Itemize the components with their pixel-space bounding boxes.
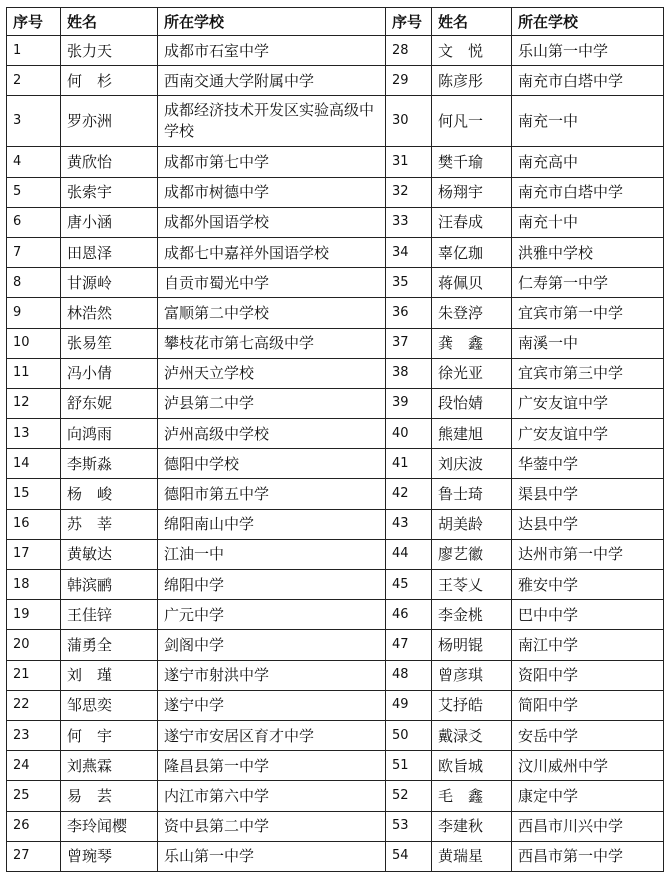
left-num-cell: 1 — [7, 36, 61, 66]
left-school-cell: 内江市第六中学 — [158, 781, 386, 811]
left-name-cell: 曾琬琴 — [61, 841, 158, 871]
left-num-cell: 25 — [7, 781, 61, 811]
right-num-cell: 30 — [386, 96, 432, 147]
right-num-cell: 42 — [386, 479, 432, 509]
table-row — [7, 630, 664, 660]
right-num-cell: 44 — [386, 539, 432, 569]
left-num-cell: 4 — [7, 147, 61, 177]
right-name-cell: 王苓乂 — [432, 570, 512, 600]
student-roster-table — [6, 7, 664, 872]
left-name-cell: 刘燕霖 — [61, 751, 158, 781]
left-num-cell: 5 — [7, 177, 61, 207]
right-num-cell: 45 — [386, 570, 432, 600]
table-row — [7, 449, 664, 479]
left-num-cell: 27 — [7, 841, 61, 871]
right-num-cell: 33 — [386, 207, 432, 237]
right-num-cell: 51 — [386, 751, 432, 781]
right-school-cell: 洪雅中学校 — [512, 237, 664, 267]
table-row — [7, 479, 664, 509]
left-name-cell: 田恩泽 — [61, 237, 158, 267]
right-num-cell: 32 — [386, 177, 432, 207]
table-header — [7, 8, 664, 36]
right-school-cell: 简阳中学 — [512, 690, 664, 720]
header-row — [7, 8, 664, 36]
right-num-cell: 53 — [386, 811, 432, 841]
table-row — [7, 66, 664, 96]
left-num-cell: 15 — [7, 479, 61, 509]
right-name-cell: 杨明锟 — [432, 630, 512, 660]
table-row — [7, 177, 664, 207]
right-num-cell: 52 — [386, 781, 432, 811]
left-name-cell: 李斯淼 — [61, 449, 158, 479]
left-school-cell: 自贡市蜀光中学 — [158, 268, 386, 298]
right-school-cell: 达县中学 — [512, 509, 664, 539]
left-name-cell: 韩滨鹂 — [61, 570, 158, 600]
right-name-cell: 李金桃 — [432, 600, 512, 630]
left-school-cell: 成都七中嘉祥外国语学校 — [158, 237, 386, 267]
left-school-cell: 泸县第二中学 — [158, 388, 386, 418]
table-row — [7, 841, 664, 871]
left-school-cell: 遂宁市安居区育才中学 — [158, 720, 386, 750]
left-num-cell: 11 — [7, 358, 61, 388]
right-num-cell: 49 — [386, 690, 432, 720]
right-num-cell: 43 — [386, 509, 432, 539]
left-name-cell: 蒲勇全 — [61, 630, 158, 660]
header-name-right: 姓名 — [432, 8, 512, 36]
left-school-cell: 德阳中学校 — [158, 449, 386, 479]
left-num-cell: 10 — [7, 328, 61, 358]
left-school-cell: 攀枝花市第七高级中学 — [158, 328, 386, 358]
right-school-cell: 南江中学 — [512, 630, 664, 660]
left-num-cell: 6 — [7, 207, 61, 237]
right-name-cell: 龚 鑫 — [432, 328, 512, 358]
table-row — [7, 358, 664, 388]
right-name-cell: 戴渌爻 — [432, 720, 512, 750]
left-num-cell: 13 — [7, 419, 61, 449]
right-school-cell: 南充十中 — [512, 207, 664, 237]
table-row — [7, 268, 664, 298]
table-row — [7, 147, 664, 177]
table-row — [7, 388, 664, 418]
left-name-cell: 黄敏达 — [61, 539, 158, 569]
left-name-cell: 舒东妮 — [61, 388, 158, 418]
right-num-cell: 37 — [386, 328, 432, 358]
left-school-cell: 资中县第二中学 — [158, 811, 386, 841]
header-num-left: 序号 — [7, 8, 61, 36]
right-school-cell: 西昌市川兴中学 — [512, 811, 664, 841]
table-row — [7, 207, 664, 237]
left-name-cell: 向鸿雨 — [61, 419, 158, 449]
right-name-cell: 毛 鑫 — [432, 781, 512, 811]
right-name-cell: 廖艺徽 — [432, 539, 512, 569]
left-school-cell: 遂宁市射洪中学 — [158, 660, 386, 690]
left-num-cell: 17 — [7, 539, 61, 569]
right-school-cell: 南溪一中 — [512, 328, 664, 358]
right-name-cell: 杨翔宇 — [432, 177, 512, 207]
right-num-cell: 47 — [386, 630, 432, 660]
right-num-cell: 29 — [386, 66, 432, 96]
left-num-cell: 12 — [7, 388, 61, 418]
right-num-cell: 50 — [386, 720, 432, 750]
left-school-cell: 西南交通大学附属中学 — [158, 66, 386, 96]
right-name-cell: 陈彦彤 — [432, 66, 512, 96]
right-school-cell: 华蓥中学 — [512, 449, 664, 479]
left-name-cell: 罗亦洲 — [61, 96, 158, 147]
left-name-cell: 易 芸 — [61, 781, 158, 811]
right-num-cell: 46 — [386, 600, 432, 630]
left-num-cell: 16 — [7, 509, 61, 539]
left-school-cell: 成都市树德中学 — [158, 177, 386, 207]
right-num-cell: 36 — [386, 298, 432, 328]
header-name-left: 姓名 — [61, 8, 158, 36]
right-name-cell: 文 悦 — [432, 36, 512, 66]
right-name-cell: 曾彦琪 — [432, 660, 512, 690]
left-num-cell: 26 — [7, 811, 61, 841]
right-school-cell: 渠县中学 — [512, 479, 664, 509]
table-row — [7, 36, 664, 66]
table-row — [7, 298, 664, 328]
right-school-cell: 广安友谊中学 — [512, 419, 664, 449]
left-name-cell: 黄欣怡 — [61, 147, 158, 177]
table-row — [7, 539, 664, 569]
right-school-cell: 雅安中学 — [512, 570, 664, 600]
right-school-cell: 巴中中学 — [512, 600, 664, 630]
left-num-cell: 23 — [7, 720, 61, 750]
right-name-cell: 李建秋 — [432, 811, 512, 841]
right-school-cell: 宜宾市第三中学 — [512, 358, 664, 388]
right-name-cell: 欧旨城 — [432, 751, 512, 781]
left-num-cell: 19 — [7, 600, 61, 630]
right-name-cell: 何凡一 — [432, 96, 512, 147]
left-num-cell: 3 — [7, 96, 61, 147]
right-name-cell: 熊建旭 — [432, 419, 512, 449]
right-name-cell: 樊千瑜 — [432, 147, 512, 177]
left-school-cell: 隆昌县第一中学 — [158, 751, 386, 781]
left-school-cell: 富顺第二中学校 — [158, 298, 386, 328]
table-body — [7, 36, 664, 872]
right-num-cell: 41 — [386, 449, 432, 479]
right-school-cell: 宜宾市第一中学 — [512, 298, 664, 328]
right-school-cell: 西昌市第一中学 — [512, 841, 664, 871]
left-name-cell: 林浩然 — [61, 298, 158, 328]
right-name-cell: 朱登渟 — [432, 298, 512, 328]
right-num-cell: 35 — [386, 268, 432, 298]
right-name-cell: 胡美龄 — [432, 509, 512, 539]
table-row — [7, 811, 664, 841]
right-school-cell: 资阳中学 — [512, 660, 664, 690]
table-row — [7, 419, 664, 449]
table-row — [7, 720, 664, 750]
right-num-cell: 48 — [386, 660, 432, 690]
left-name-cell: 刘 瑾 — [61, 660, 158, 690]
left-name-cell: 何 宇 — [61, 720, 158, 750]
right-name-cell: 汪春成 — [432, 207, 512, 237]
right-school-cell: 康定中学 — [512, 781, 664, 811]
left-school-cell: 成都市石室中学 — [158, 36, 386, 66]
table-row — [7, 781, 664, 811]
right-school-cell: 南充一中 — [512, 96, 664, 147]
right-num-cell: 31 — [386, 147, 432, 177]
left-name-cell: 甘源岭 — [61, 268, 158, 298]
table-row — [7, 751, 664, 781]
left-school-cell: 剑阁中学 — [158, 630, 386, 660]
right-name-cell: 徐光亚 — [432, 358, 512, 388]
right-name-cell: 刘庆波 — [432, 449, 512, 479]
right-num-cell: 39 — [386, 388, 432, 418]
left-school-cell: 成都外国语学校 — [158, 207, 386, 237]
left-school-cell: 江油一中 — [158, 539, 386, 569]
left-school-cell: 德阳市第五中学 — [158, 479, 386, 509]
left-name-cell: 唐小涵 — [61, 207, 158, 237]
right-name-cell: 蒋佩贝 — [432, 268, 512, 298]
header-num-right: 序号 — [386, 8, 432, 36]
left-name-cell: 张易笙 — [61, 328, 158, 358]
left-school-cell: 成都市第七中学 — [158, 147, 386, 177]
left-num-cell: 18 — [7, 570, 61, 600]
left-name-cell: 冯小倩 — [61, 358, 158, 388]
left-school-cell: 泸州天立学校 — [158, 358, 386, 388]
right-num-cell: 54 — [386, 841, 432, 871]
right-name-cell: 鲁士琦 — [432, 479, 512, 509]
left-school-cell: 乐山第一中学 — [158, 841, 386, 871]
right-school-cell: 达州市第一中学 — [512, 539, 664, 569]
left-name-cell: 苏 莘 — [61, 509, 158, 539]
table-row — [7, 690, 664, 720]
right-num-cell: 38 — [386, 358, 432, 388]
left-num-cell: 9 — [7, 298, 61, 328]
left-num-cell: 7 — [7, 237, 61, 267]
right-name-cell: 辜亿珈 — [432, 237, 512, 267]
table-row — [7, 237, 664, 267]
right-name-cell: 段怡婧 — [432, 388, 512, 418]
left-school-cell: 遂宁中学 — [158, 690, 386, 720]
right-school-cell: 南充市白塔中学 — [512, 66, 664, 96]
left-school-cell: 绵阳中学 — [158, 570, 386, 600]
left-school-cell: 广元中学 — [158, 600, 386, 630]
right-num-cell: 34 — [386, 237, 432, 267]
left-name-cell: 张索宇 — [61, 177, 158, 207]
left-num-cell: 22 — [7, 690, 61, 720]
left-school-cell: 绵阳南山中学 — [158, 509, 386, 539]
left-num-cell: 21 — [7, 660, 61, 690]
left-name-cell: 邹思奕 — [61, 690, 158, 720]
right-num-cell: 40 — [386, 419, 432, 449]
table-row — [7, 570, 664, 600]
table-row — [7, 600, 664, 630]
right-school-cell: 乐山第一中学 — [512, 36, 664, 66]
left-name-cell: 张力天 — [61, 36, 158, 66]
table-row — [7, 509, 664, 539]
right-name-cell: 艾抒皓 — [432, 690, 512, 720]
table-row — [7, 328, 664, 358]
right-name-cell: 黄瑞星 — [432, 841, 512, 871]
left-school-cell: 泸州高级中学校 — [158, 419, 386, 449]
right-school-cell: 仁寿第一中学 — [512, 268, 664, 298]
left-num-cell: 24 — [7, 751, 61, 781]
table-row — [7, 96, 664, 147]
right-school-cell: 广安友谊中学 — [512, 388, 664, 418]
header-school-right: 所在学校 — [512, 8, 664, 36]
right-num-cell: 28 — [386, 36, 432, 66]
left-num-cell: 8 — [7, 268, 61, 298]
left-num-cell: 2 — [7, 66, 61, 96]
right-school-cell: 南充市白塔中学 — [512, 177, 664, 207]
left-name-cell: 杨 峻 — [61, 479, 158, 509]
left-school-cell: 成都经济技术开发区实验高级中学校 — [158, 96, 386, 147]
left-name-cell: 王佳锌 — [61, 600, 158, 630]
table-row — [7, 660, 664, 690]
left-name-cell: 李玲闻樱 — [61, 811, 158, 841]
left-num-cell: 14 — [7, 449, 61, 479]
header-school-left: 所在学校 — [158, 8, 386, 36]
right-school-cell: 南充高中 — [512, 147, 664, 177]
left-num-cell: 20 — [7, 630, 61, 660]
right-school-cell: 汶川威州中学 — [512, 751, 664, 781]
right-school-cell: 安岳中学 — [512, 720, 664, 750]
left-name-cell: 何 杉 — [61, 66, 158, 96]
